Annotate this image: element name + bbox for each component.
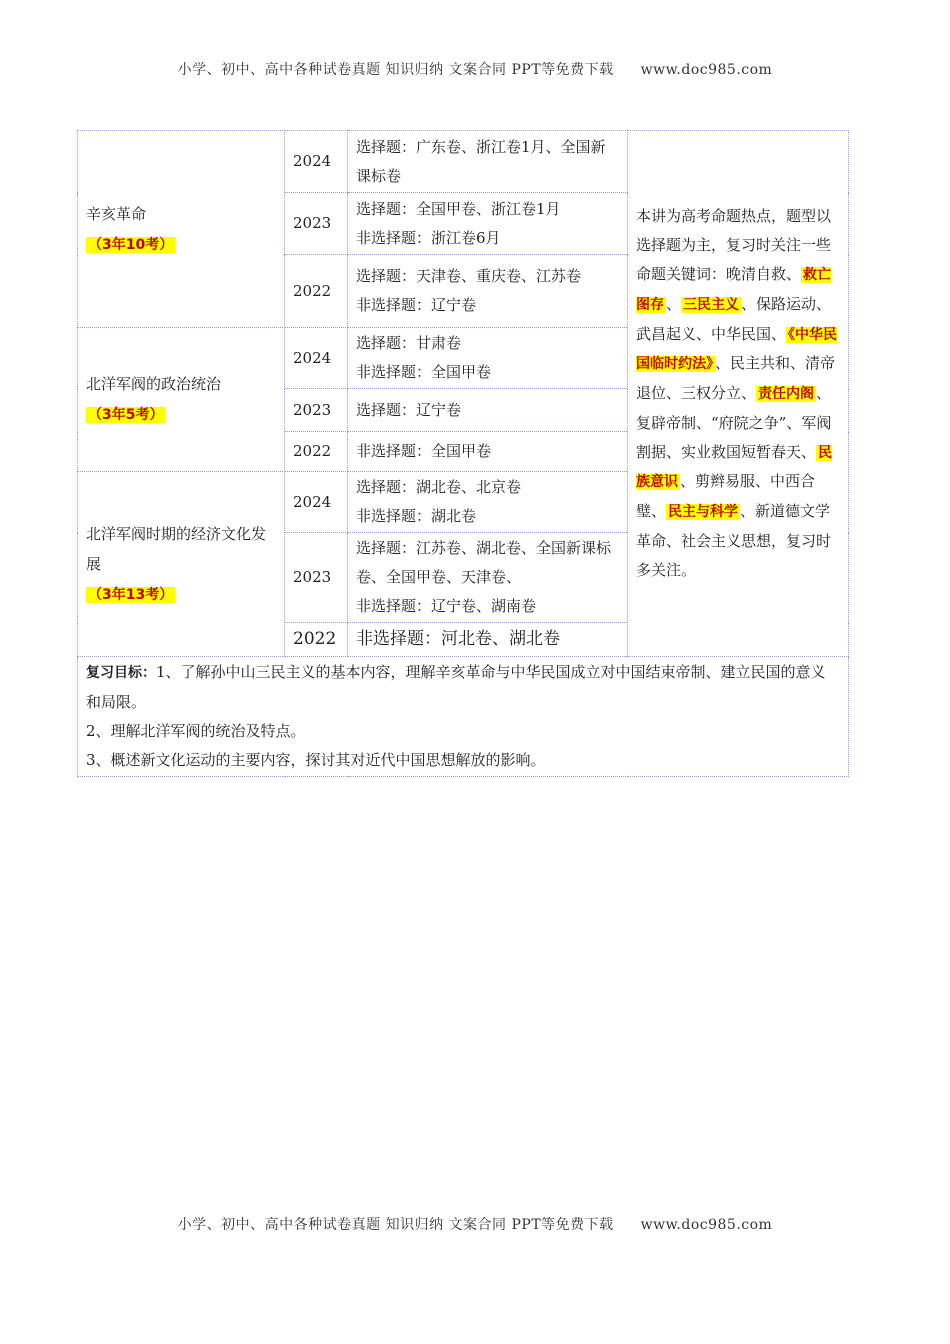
topic-count-badge: （3年10考） [88, 236, 174, 253]
exam-papers-cell [348, 623, 628, 657]
exam-papers-cell [348, 533, 628, 623]
topic-count-badge: （3年5考） [88, 407, 164, 423]
topic-name: 北洋军阀的政治统治 [86, 375, 222, 393]
exam-line: 非选择题：全国甲卷 [356, 363, 492, 381]
year-cell: 2024 [285, 131, 348, 193]
exam-frequency-table [77, 130, 849, 777]
table-row [78, 131, 849, 193]
exam-line: 非选择题：辽宁卷 [356, 296, 477, 314]
keyword-highlight: 《中华民国临时约法》 [636, 326, 838, 373]
table-row [78, 657, 849, 777]
year-cell: 2024 [285, 328, 348, 389]
exam-line: 选择题：辽宁卷 [356, 400, 462, 419]
year-cell: 2022 [285, 255, 348, 328]
topic-cell [78, 472, 285, 657]
topic-cell [78, 131, 285, 328]
exam-papers-cell [348, 432, 628, 472]
keyword-highlight: 民主与科学 [668, 504, 739, 521]
topic-count-badge: （3年13考） [88, 586, 174, 603]
exam-line: 选择题：甘肃卷 [356, 334, 462, 352]
year-cell: 2022 [285, 623, 348, 657]
keyword-highlight: 救亡图存 [636, 266, 832, 313]
goal-item [86, 658, 840, 717]
exam-line: 选择题：广东卷、浙江卷1月、全国新课标卷 [356, 137, 606, 185]
topic-cell [78, 328, 285, 472]
header-url: www.doc985.com [640, 62, 773, 78]
key-points-note [628, 131, 849, 657]
exam-line: 非选择题：河北卷、湖北卷 [356, 629, 560, 649]
year-cell: 2023 [285, 389, 348, 432]
year-cell: 2022 [285, 432, 348, 472]
year-cell: 2023 [285, 533, 348, 623]
exam-line: 选择题：全国甲卷、浙江卷1月 [356, 199, 561, 218]
keyword-highlight: 责任内阁 [758, 386, 815, 403]
note-text: 本讲为高考命题热点，题型以选择题为主，复习时关注一些命题关键词：晚清自救、 [636, 207, 832, 283]
review-goals [78, 657, 849, 777]
exam-papers-cell [348, 193, 628, 255]
exam-line: 选择题：湖北卷、北京卷 [356, 478, 522, 496]
keyword-highlight: 三民主义 [683, 296, 740, 313]
exam-papers-cell [348, 131, 628, 193]
page-header [0, 59, 950, 79]
year-cell: 2024 [285, 472, 348, 533]
goals-label: 复习目标： [86, 665, 156, 681]
topic-name: 北洋军阀时期的经济文化发展 [86, 524, 267, 573]
exam-line: 非选择题：湖北卷 [356, 507, 477, 525]
exam-line: 非选择题：辽宁卷、湖南卷 [356, 597, 537, 615]
footer-url: www.doc985.com [640, 1217, 773, 1233]
page-footer [0, 1214, 950, 1234]
note-text: 、剪辫易服、中西合璧、 [636, 472, 816, 521]
keyword-highlight: 民族意识 [636, 444, 833, 491]
exam-line: 选择题：天津卷、重庆卷、江苏卷 [356, 267, 582, 285]
exam-papers-cell [348, 255, 628, 328]
exam-papers-cell [348, 389, 628, 432]
goal-text: 1、了解孙中山三民主义的基本内容，理解辛亥革命与中华民国成立对中国结束帝制、建立民国的意义和局限。 [86, 663, 826, 711]
goal-item: 3、概述新文化运动的主要内容，探讨其对近代中国思想解放的影响。 [86, 751, 546, 769]
note-text: 、复辟帝制、“府院之争”、军阀割据、实业救国短暂春天、 [636, 384, 832, 461]
note-text: 、保路运动、武昌起义、中华民国、 [636, 294, 832, 343]
goal-item: 2、理解北洋军阀的统治及特点。 [86, 722, 306, 740]
year-cell: 2023 [285, 193, 348, 255]
exam-papers-cell [348, 328, 628, 389]
footer-text: 小学、初中、高中各种试卷真题 知识归纳 文案合同 PPT等免费下载 [177, 1217, 614, 1233]
exam-papers-cell [348, 472, 628, 533]
exam-line: 非选择题：全国甲卷 [356, 442, 492, 460]
exam-line: 选择题：江苏卷、湖北卷、全国新课标卷、全国甲卷、天津卷、 [356, 539, 612, 586]
exam-line: 非选择题：浙江卷6月 [356, 228, 501, 247]
note-text: 、民主共和、清帝退位、三权分立、 [636, 354, 836, 403]
note-text: 、新道德文学革命、社会主义思想，复习时多关注。 [636, 502, 832, 579]
note-text: 、 [666, 294, 682, 313]
topic-name: 辛亥革命 [86, 204, 147, 223]
header-text: 小学、初中、高中各种试卷真题 知识归纳 文案合同 PPT等免费下载 [177, 62, 614, 78]
